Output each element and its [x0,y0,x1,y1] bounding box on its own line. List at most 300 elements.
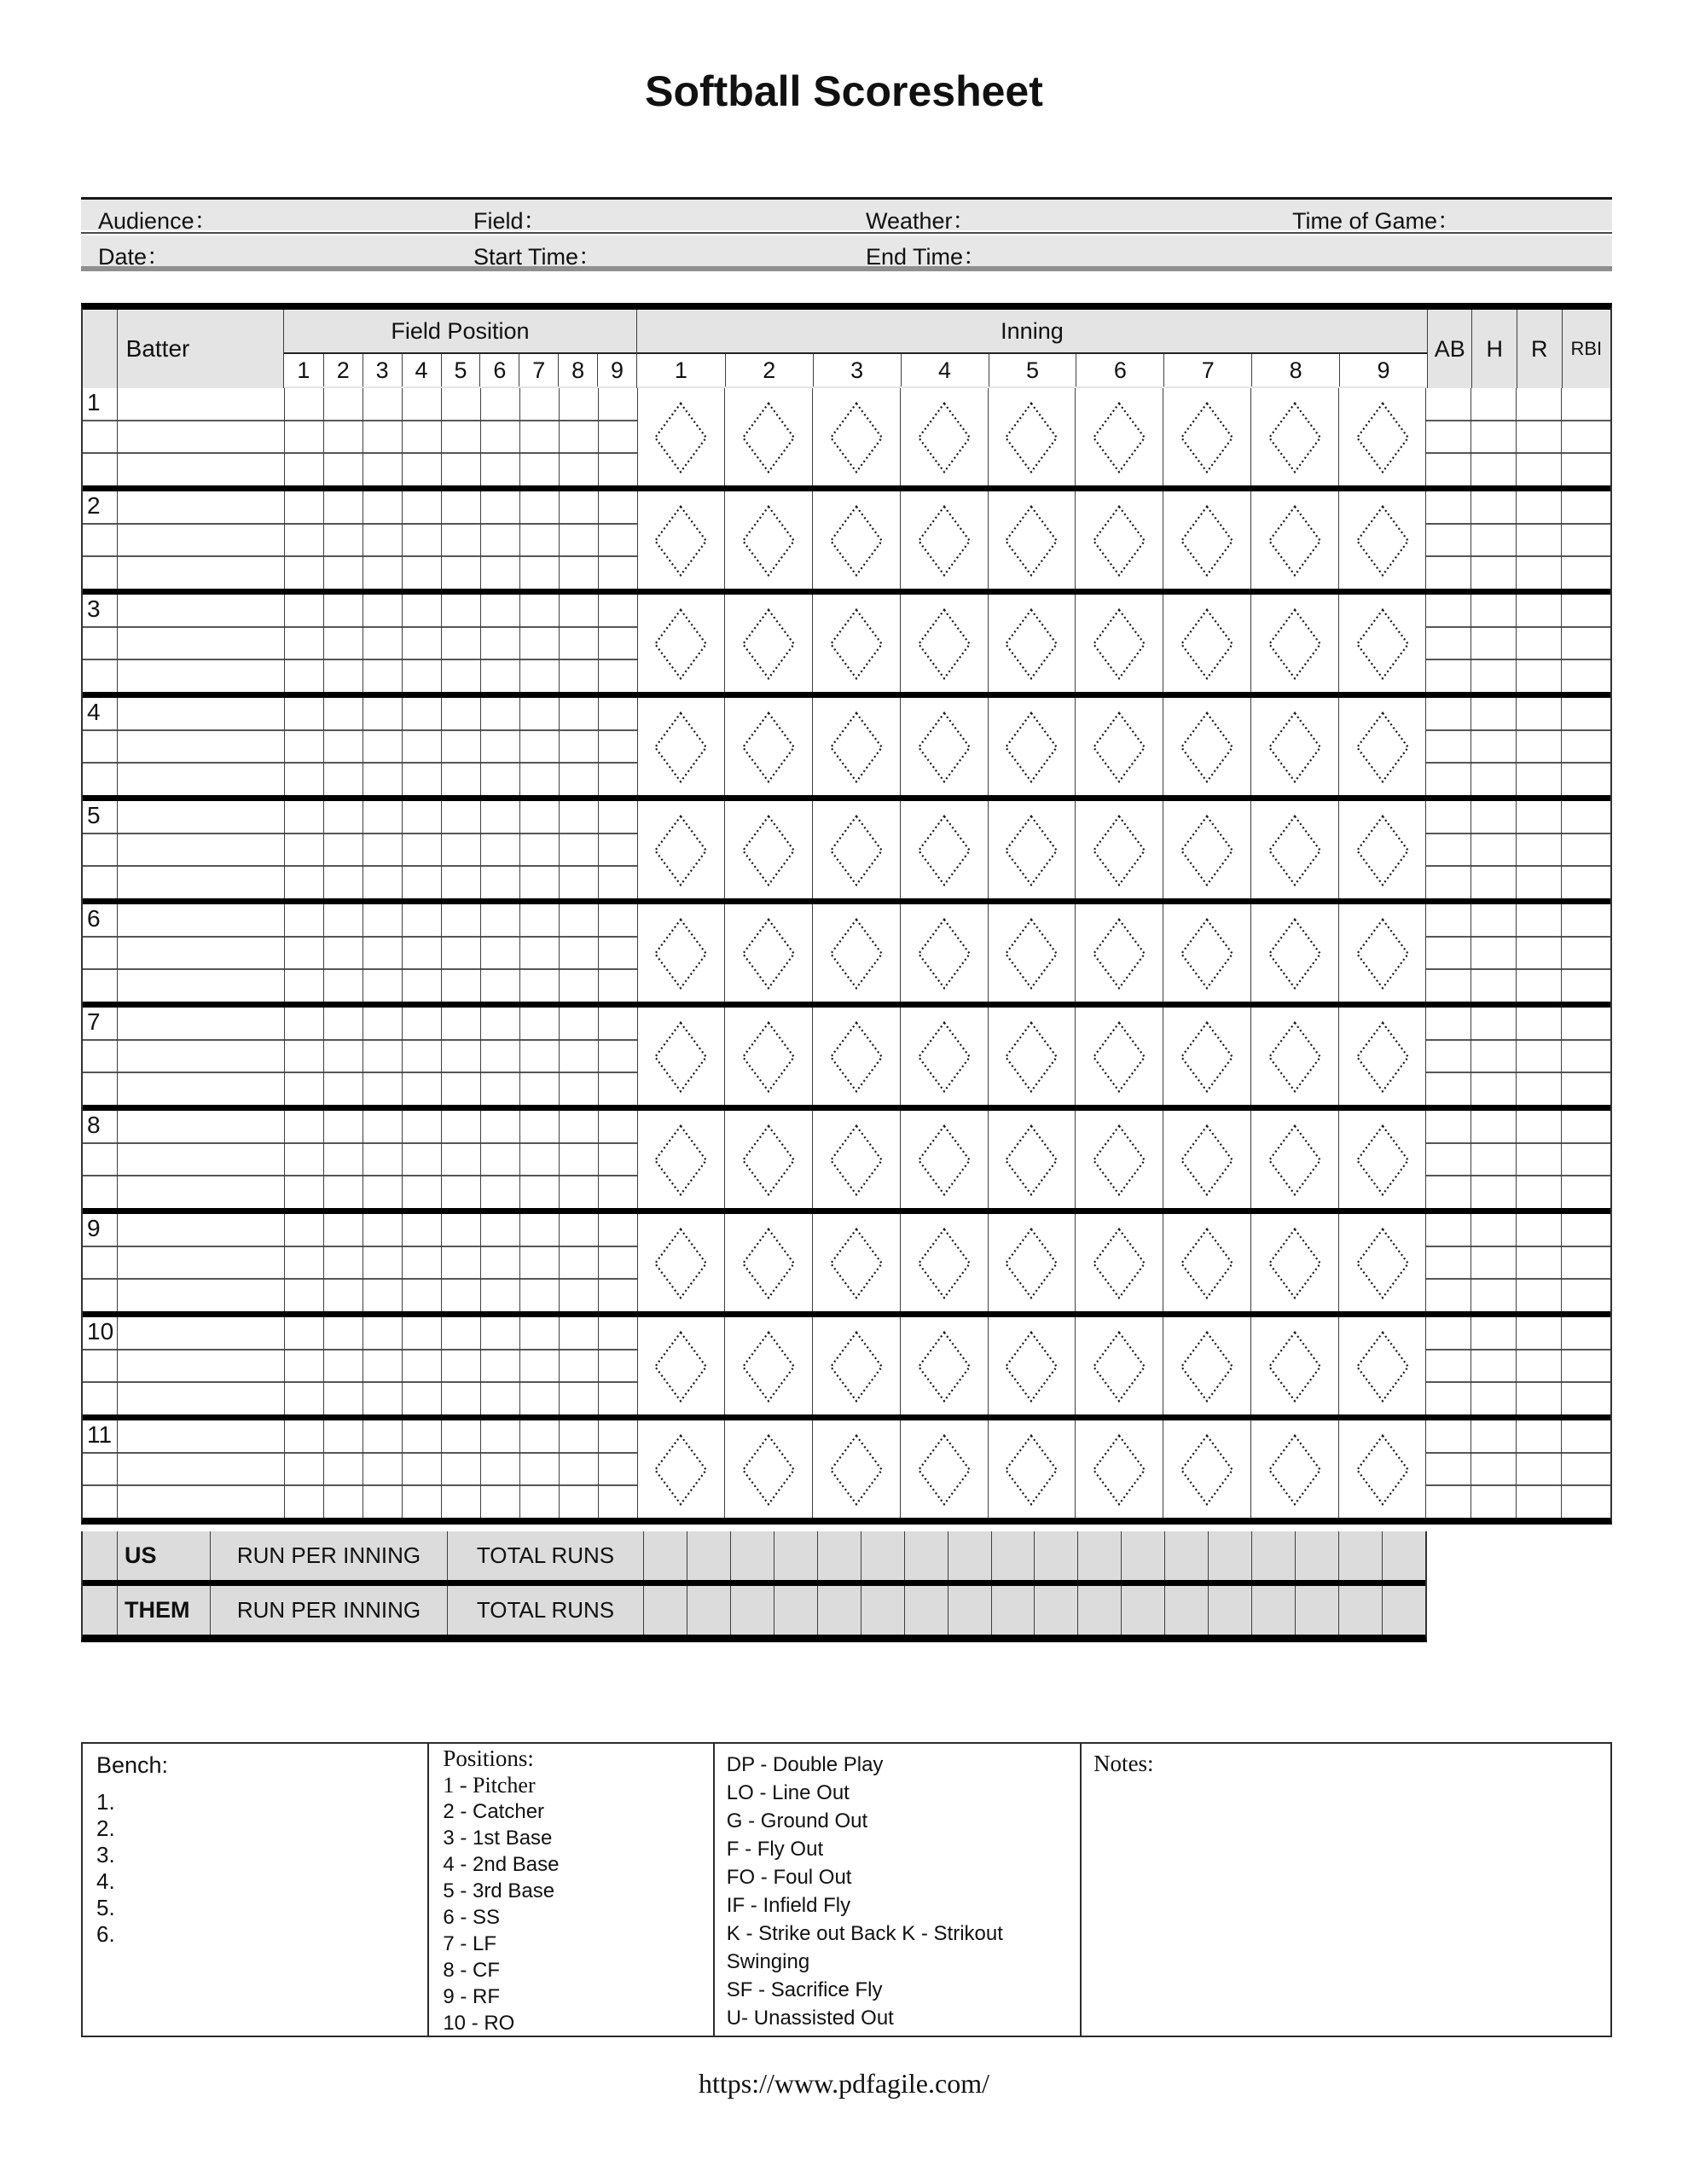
field-position-cell-3[interactable] [363,698,402,795]
inning-cell-7[interactable] [1163,1214,1250,1311]
inning-cell-8[interactable] [1250,698,1338,795]
inning-cell-4[interactable] [900,595,988,692]
stat-cell-ab[interactable] [1425,1317,1470,1414]
inning-cell-5[interactable] [988,1420,1076,1518]
field-position-cell-8[interactable] [559,595,598,692]
them-run-cell[interactable] [1338,1586,1382,1635]
field-position-cell-3[interactable] [363,388,402,485]
stat-cell-h[interactable] [1470,595,1516,692]
inning-cell-5[interactable] [988,1111,1076,1208]
them-run-cell[interactable] [904,1586,948,1635]
inning-cell-7[interactable] [1163,698,1250,795]
field-position-cell-8[interactable] [559,1420,598,1518]
inning-cell-8[interactable] [1250,904,1338,1002]
stat-cell-rbi[interactable] [1561,1111,1610,1208]
inning-cell-6[interactable] [1075,904,1163,1002]
inning-cell-2[interactable] [724,595,812,692]
field-position-cell-8[interactable] [559,388,598,485]
field-position-cell-1[interactable] [284,1214,323,1311]
stat-cell-rbi[interactable] [1561,801,1610,898]
inning-cell-3[interactable] [812,1317,900,1414]
inning-cell-5[interactable] [988,1214,1076,1311]
stat-cell-r[interactable] [1516,491,1561,589]
inning-cell-8[interactable] [1250,801,1338,898]
field-position-cell-1[interactable] [284,904,323,1002]
field-position-cell-4[interactable] [402,904,441,1002]
inning-cell-2[interactable] [724,491,812,589]
inning-cell-1[interactable] [637,595,725,692]
field-position-cell-4[interactable] [402,801,441,898]
field-position-cell-2[interactable] [323,801,363,898]
inning-cell-4[interactable] [900,1008,988,1105]
field-position-cell-8[interactable] [559,1008,598,1105]
inning-cell-9[interactable] [1338,595,1426,692]
field-position-cell-4[interactable] [402,1111,441,1208]
us-run-cell[interactable] [1121,1531,1164,1580]
inning-cell-3[interactable] [812,801,900,898]
date-field[interactable] [226,235,465,266]
inning-cell-1[interactable] [637,1214,725,1311]
inning-cell-4[interactable] [900,1420,988,1518]
them-run-cell[interactable] [643,1586,687,1635]
inning-cell-7[interactable] [1163,904,1250,1002]
stat-cell-rbi[interactable] [1561,1317,1610,1414]
inning-cell-4[interactable] [900,1214,988,1311]
inning-cell-4[interactable] [900,904,988,1002]
inning-cell-1[interactable] [637,1111,725,1208]
stat-cell-ab[interactable] [1425,595,1470,692]
us-run-cell[interactable] [1164,1531,1208,1580]
field-position-cell-7[interactable] [519,388,559,485]
us-run-cell[interactable] [1208,1531,1251,1580]
field-position-cell-9[interactable] [598,388,637,485]
inning-cell-6[interactable] [1075,1214,1163,1311]
field-position-cell-8[interactable] [559,491,598,589]
them-run-cell[interactable] [730,1586,774,1635]
inning-cell-8[interactable] [1250,1214,1338,1311]
inning-cell-2[interactable] [724,801,812,898]
us-run-cell[interactable] [861,1531,904,1580]
field-position-cell-6[interactable] [480,1317,519,1414]
stat-cell-rbi[interactable] [1561,491,1610,589]
field-position-cell-5[interactable] [441,1214,480,1311]
field-position-cell-6[interactable] [480,1214,519,1311]
field-position-cell-4[interactable] [402,491,441,589]
field-position-cell-8[interactable] [559,1111,598,1208]
us-run-cell[interactable] [1382,1531,1425,1580]
field-position-cell-1[interactable] [284,595,323,692]
batter-name-cell[interactable] [117,595,285,692]
field-position-cell-2[interactable] [323,1111,363,1208]
batter-name-cell[interactable] [117,1008,285,1105]
inning-cell-6[interactable] [1075,698,1163,795]
inning-cell-8[interactable] [1250,491,1338,589]
inning-cell-7[interactable] [1163,1111,1250,1208]
inning-cell-9[interactable] [1338,698,1426,795]
field-position-cell-7[interactable] [519,1111,559,1208]
field-position-cell-1[interactable] [284,1317,323,1414]
audience-field[interactable] [226,200,465,230]
inning-cell-6[interactable] [1075,388,1163,485]
stat-cell-r[interactable] [1516,388,1561,485]
field-position-cell-7[interactable] [519,1420,559,1518]
field-position-cell-5[interactable] [441,388,480,485]
inning-cell-9[interactable] [1338,1214,1426,1311]
field-position-cell-2[interactable] [323,388,363,485]
field-position-cell-4[interactable] [402,595,441,692]
stat-cell-r[interactable] [1516,1420,1561,1518]
them-run-cell[interactable] [687,1586,730,1635]
inning-cell-2[interactable] [724,1214,812,1311]
field-position-cell-6[interactable] [480,904,519,1002]
field-position-cell-1[interactable] [284,801,323,898]
field-position-cell-3[interactable] [363,904,402,1002]
batter-name-cell[interactable] [117,1420,285,1518]
field-position-cell-6[interactable] [480,491,519,589]
stat-cell-h[interactable] [1470,491,1516,589]
field-position-cell-6[interactable] [480,801,519,898]
bench-line[interactable]: 4. [96,1868,115,1894]
inning-cell-2[interactable] [724,388,812,485]
inning-cell-3[interactable] [812,1214,900,1311]
inning-cell-6[interactable] [1075,595,1163,692]
field-position-cell-1[interactable] [284,388,323,485]
stat-cell-h[interactable] [1470,388,1516,485]
inning-cell-6[interactable] [1075,801,1163,898]
us-run-cell[interactable] [1034,1531,1077,1580]
inning-cell-6[interactable] [1075,1420,1163,1518]
them-run-cell[interactable] [1208,1586,1251,1635]
inning-cell-9[interactable] [1338,1420,1426,1518]
field-position-cell-2[interactable] [323,904,363,1002]
inning-cell-1[interactable] [637,1420,725,1518]
inning-cell-1[interactable] [637,801,725,898]
stat-cell-h[interactable] [1470,801,1516,898]
inning-cell-8[interactable] [1250,1008,1338,1105]
inning-cell-5[interactable] [988,1008,1076,1105]
field-position-cell-1[interactable] [284,1008,323,1105]
field-position-cell-8[interactable] [559,801,598,898]
field-field[interactable] [601,200,857,230]
bench-line[interactable]: 5. [96,1895,115,1920]
footer-link[interactable]: https://www.pdfagile.com/ [699,2068,989,2099]
field-position-cell-5[interactable] [441,595,480,692]
field-position-cell-8[interactable] [559,1317,598,1414]
inning-cell-1[interactable] [637,1317,725,1414]
batter-name-cell[interactable] [117,1214,285,1311]
inning-cell-5[interactable] [988,595,1076,692]
field-position-cell-9[interactable] [598,595,637,692]
stat-cell-r[interactable] [1516,1111,1561,1208]
field-position-cell-6[interactable] [480,595,519,692]
inning-cell-3[interactable] [812,595,900,692]
stat-cell-rbi[interactable] [1561,595,1610,692]
field-position-cell-7[interactable] [519,1214,559,1311]
inning-cell-8[interactable] [1250,1420,1338,1518]
them-run-cell[interactable] [1382,1586,1425,1635]
stat-cell-rbi[interactable] [1561,388,1610,485]
us-run-cell[interactable] [687,1531,730,1580]
stat-cell-h[interactable] [1470,1317,1516,1414]
field-position-cell-2[interactable] [323,595,363,692]
inning-cell-9[interactable] [1338,491,1426,589]
field-position-cell-3[interactable] [363,1111,402,1208]
field-position-cell-1[interactable] [284,698,323,795]
inning-cell-2[interactable] [724,1111,812,1208]
inning-cell-3[interactable] [812,1008,900,1105]
inning-cell-4[interactable] [900,801,988,898]
stat-cell-r[interactable] [1516,1008,1561,1105]
field-position-cell-3[interactable] [363,1214,402,1311]
notes-area[interactable] [1093,1777,1610,2036]
them-run-cell[interactable] [1034,1586,1077,1635]
inning-cell-7[interactable] [1163,1008,1250,1105]
inning-cell-7[interactable] [1163,595,1250,692]
us-run-cell[interactable] [1077,1531,1121,1580]
inning-cell-1[interactable] [637,904,725,1002]
field-position-cell-4[interactable] [402,1317,441,1414]
inning-cell-5[interactable] [988,801,1076,898]
field-position-cell-2[interactable] [323,1420,363,1518]
stat-cell-r[interactable] [1516,904,1561,1002]
stat-cell-ab[interactable] [1425,491,1470,589]
inning-cell-9[interactable] [1338,1008,1426,1105]
field-position-cell-4[interactable] [402,698,441,795]
field-position-cell-7[interactable] [519,904,559,1002]
stat-cell-ab[interactable] [1425,698,1470,795]
batter-name-cell[interactable] [117,388,285,485]
inning-cell-5[interactable] [988,491,1076,589]
us-run-cell[interactable] [643,1531,687,1580]
inning-cell-4[interactable] [900,1111,988,1208]
field-position-cell-5[interactable] [441,1317,480,1414]
field-position-cell-7[interactable] [519,1008,559,1105]
inning-cell-2[interactable] [724,1420,812,1518]
inning-cell-6[interactable] [1075,1008,1163,1105]
inning-cell-7[interactable] [1163,388,1250,485]
field-position-cell-3[interactable] [363,1317,402,1414]
field-position-cell-7[interactable] [519,491,559,589]
us-run-cell[interactable] [1338,1531,1382,1580]
inning-cell-7[interactable] [1163,1317,1250,1414]
field-position-cell-6[interactable] [480,1420,519,1518]
stat-cell-ab[interactable] [1425,1214,1470,1311]
inning-cell-8[interactable] [1250,1111,1338,1208]
field-position-cell-5[interactable] [441,1420,480,1518]
stat-cell-r[interactable] [1516,1214,1561,1311]
field-position-cell-9[interactable] [598,1317,637,1414]
field-position-cell-5[interactable] [441,1111,480,1208]
inning-cell-2[interactable] [724,904,812,1002]
inning-cell-4[interactable] [900,388,988,485]
field-position-cell-1[interactable] [284,491,323,589]
inning-cell-6[interactable] [1075,1317,1163,1414]
them-run-cell[interactable] [817,1586,861,1635]
them-run-cell[interactable] [991,1586,1035,1635]
stat-cell-h[interactable] [1470,1008,1516,1105]
field-position-cell-3[interactable] [363,1420,402,1518]
stat-cell-ab[interactable] [1425,1420,1470,1518]
field-position-cell-2[interactable] [323,698,363,795]
inning-cell-7[interactable] [1163,491,1250,589]
field-position-cell-8[interactable] [559,904,598,1002]
field-position-cell-9[interactable] [598,491,637,589]
us-run-cell[interactable] [774,1531,817,1580]
stat-cell-ab[interactable] [1425,801,1470,898]
them-run-cell[interactable] [1251,1586,1295,1635]
us-run-cell[interactable] [1251,1531,1295,1580]
inning-cell-7[interactable] [1163,801,1250,898]
batter-name-cell[interactable] [117,1111,285,1208]
inning-cell-8[interactable] [1250,388,1338,485]
inning-cell-6[interactable] [1075,1111,1163,1208]
stat-cell-h[interactable] [1470,904,1516,1002]
stat-cell-ab[interactable] [1425,1111,1470,1208]
field-position-cell-5[interactable] [441,1008,480,1105]
field-position-cell-9[interactable] [598,1214,637,1311]
end-time-field[interactable] [994,235,1604,266]
them-run-cell[interactable] [1164,1586,1208,1635]
field-position-cell-3[interactable] [363,491,402,589]
field-position-cell-2[interactable] [323,1317,363,1414]
them-run-cell[interactable] [1295,1586,1338,1635]
stat-cell-rbi[interactable] [1561,1420,1610,1518]
inning-cell-1[interactable] [637,491,725,589]
start-time-field[interactable] [601,235,857,266]
field-position-cell-5[interactable] [441,698,480,795]
inning-cell-3[interactable] [812,698,900,795]
us-run-cell[interactable] [730,1531,774,1580]
field-position-cell-1[interactable] [284,1420,323,1518]
stat-cell-r[interactable] [1516,801,1561,898]
inning-cell-9[interactable] [1338,801,1426,898]
time-of-game-field[interactable] [1420,200,1604,230]
bench-line[interactable]: 1. [96,1789,115,1815]
stat-cell-h[interactable] [1470,1111,1516,1208]
batter-name-cell[interactable] [117,491,285,589]
inning-cell-9[interactable] [1338,904,1426,1002]
field-position-cell-6[interactable] [480,1008,519,1105]
field-position-cell-6[interactable] [480,698,519,795]
field-position-cell-7[interactable] [519,1317,559,1414]
inning-cell-9[interactable] [1338,388,1426,485]
field-position-cell-8[interactable] [559,1214,598,1311]
bench-line[interactable]: 2. [96,1815,115,1841]
bench-line[interactable]: 3. [96,1842,115,1867]
them-run-cell[interactable] [774,1586,817,1635]
field-position-cell-9[interactable] [598,1420,637,1518]
stat-cell-rbi[interactable] [1561,904,1610,1002]
field-position-cell-3[interactable] [363,1008,402,1105]
stat-cell-rbi[interactable] [1561,1008,1610,1105]
field-position-cell-2[interactable] [323,491,363,589]
inning-cell-1[interactable] [637,388,725,485]
inning-cell-5[interactable] [988,698,1076,795]
us-run-cell[interactable] [817,1531,861,1580]
stat-cell-ab[interactable] [1425,1008,1470,1105]
field-position-cell-4[interactable] [402,1008,441,1105]
inning-cell-3[interactable] [812,491,900,589]
inning-cell-2[interactable] [724,1317,812,1414]
batter-name-cell[interactable] [117,698,285,795]
field-position-cell-5[interactable] [441,801,480,898]
inning-cell-4[interactable] [900,491,988,589]
field-position-cell-2[interactable] [323,1214,363,1311]
field-position-cell-9[interactable] [598,1008,637,1105]
stat-cell-h[interactable] [1470,698,1516,795]
field-position-cell-4[interactable] [402,388,441,485]
them-run-cell[interactable] [1121,1586,1164,1635]
inning-cell-8[interactable] [1250,1317,1338,1414]
field-position-cell-4[interactable] [402,1420,441,1518]
inning-cell-3[interactable] [812,388,900,485]
bench-line[interactable]: 6. [96,1921,115,1947]
stat-cell-ab[interactable] [1425,388,1470,485]
inning-cell-4[interactable] [900,698,988,795]
us-run-cell[interactable] [991,1531,1035,1580]
batter-name-cell[interactable] [117,904,285,1002]
stat-cell-r[interactable] [1516,595,1561,692]
weather-field[interactable] [994,200,1284,230]
stat-cell-rbi[interactable] [1561,698,1610,795]
batter-name-cell[interactable] [117,1317,285,1414]
inning-cell-3[interactable] [812,904,900,1002]
inning-cell-5[interactable] [988,904,1076,1002]
field-position-cell-7[interactable] [519,595,559,692]
inning-cell-5[interactable] [988,388,1076,485]
field-position-cell-7[interactable] [519,698,559,795]
inning-cell-1[interactable] [637,698,725,795]
stat-cell-r[interactable] [1516,1317,1561,1414]
field-position-cell-3[interactable] [363,595,402,692]
field-position-cell-5[interactable] [441,491,480,589]
inning-cell-6[interactable] [1075,491,1163,589]
field-position-cell-8[interactable] [559,698,598,795]
field-position-cell-6[interactable] [480,1111,519,1208]
inning-cell-9[interactable] [1338,1317,1426,1414]
us-run-cell[interactable] [1295,1531,1338,1580]
inning-cell-2[interactable] [724,698,812,795]
field-position-cell-1[interactable] [284,1111,323,1208]
stat-cell-ab[interactable] [1425,904,1470,1002]
stat-cell-h[interactable] [1470,1214,1516,1311]
field-position-cell-3[interactable] [363,801,402,898]
stat-cell-r[interactable] [1516,698,1561,795]
field-position-cell-9[interactable] [598,698,637,795]
field-position-cell-9[interactable] [598,801,637,898]
us-run-cell[interactable] [904,1531,948,1580]
field-position-cell-5[interactable] [441,904,480,1002]
stat-cell-h[interactable] [1470,1420,1516,1518]
them-run-cell[interactable] [1077,1586,1121,1635]
inning-cell-1[interactable] [637,1008,725,1105]
inning-cell-5[interactable] [988,1317,1076,1414]
inning-cell-8[interactable] [1250,595,1338,692]
inning-cell-3[interactable] [812,1111,900,1208]
stat-cell-rbi[interactable] [1561,1214,1610,1311]
field-position-cell-2[interactable] [323,1008,363,1105]
field-position-cell-7[interactable] [519,801,559,898]
inning-cell-9[interactable] [1338,1111,1426,1208]
field-position-cell-6[interactable] [480,388,519,485]
us-run-cell[interactable] [948,1531,991,1580]
inning-cell-7[interactable] [1163,1420,1250,1518]
batter-name-cell[interactable] [117,801,285,898]
inning-cell-3[interactable] [812,1420,900,1518]
inning-cell-4[interactable] [900,1317,988,1414]
them-run-cell[interactable] [948,1586,991,1635]
field-position-cell-4[interactable] [402,1214,441,1311]
